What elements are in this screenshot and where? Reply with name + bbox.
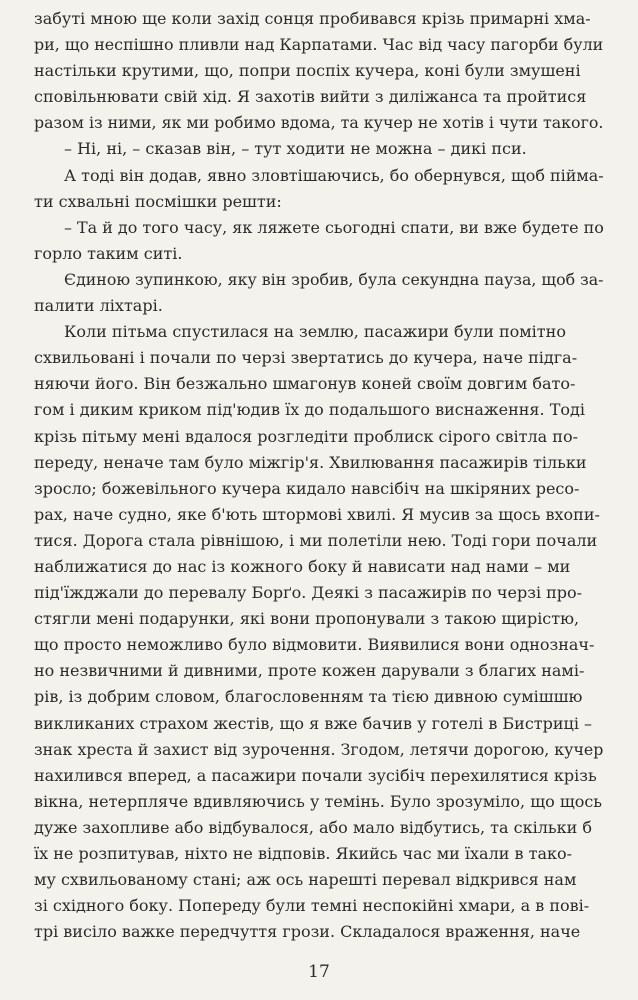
text-line: під'їжджали до перевалу Борґо. Деякі з пасажирів по черзі про- (34, 583, 583, 603)
text-line: сповільнювати свій хід. Я захотів вийти з диліжанса та пройтися (34, 87, 587, 107)
text-line: горло таким ситі. (34, 243, 183, 263)
text-line: викликаних страхом жестів, що я вже бачив у готелі в Бистриці – (34, 713, 593, 733)
text-line: переду, неначе там було міжгір'я. Хвилювання пасажирів тільки (34, 452, 587, 472)
text-line: трі висіло важке передчуття грози. Складалося враження, наче (34, 922, 581, 942)
text-line: зі східного боку. Попереду були темні неспокійні хмари, а в пові- (34, 896, 590, 916)
text-line: дуже захопливе або відбувалося, або мало відбутись, та скільки б (34, 817, 592, 837)
text-line: гом і диким криком під'юдив їх до подальшого виснаження. Тоді (34, 400, 585, 420)
text-line: А тоді він додав, явно зловтішаючись, бо обернувся, щоб пійма- (64, 165, 604, 185)
text-line: схвильовані і почали по черзі звертатись до кучера, наче підга- (34, 348, 578, 368)
text-line: забуті мною ще коли захід сонця пробивався крізь примарні хма- (34, 9, 591, 28)
text-line: ти схвальні посмішки решти: (34, 191, 282, 211)
text-line: рів, із добрим словом, благословенням та тією дивною сумішшю (34, 687, 583, 707)
text-line: крізь пітьму мені вдалося розгледіти проблиск сірого світла по- (34, 426, 579, 446)
text-line: стягли мені подарунки, які вони пропонували з такою щирістю, (34, 609, 580, 629)
text-line: но незвичними й дивними, проте кожен дарували з благих намі- (34, 661, 585, 681)
text-line: палити ліхтарі. (34, 296, 163, 316)
paragraph (34, 215, 604, 267)
text-line: зросло; божевільного кучера кидало навсібіч на шкіряних ресо- (34, 478, 580, 498)
paragraph (34, 136, 604, 162)
paragraph (34, 6, 604, 136)
body-text (34, 6, 604, 945)
text-line: – Ні, ні, – сказав він, – тут ходити не можна – дикі пси. (64, 139, 527, 159)
text-line: няючи його. Він безжально шмагонув коней своїм довгим бато- (34, 374, 576, 394)
text-line: тися. Дорога стала рівнішою, і ми полетіли нею. Тоді гори почали (34, 530, 598, 550)
paragraph (34, 319, 604, 945)
text-line: їх не розпитував, ніхто не відповів. Якийсь час ми їхали в тако- (34, 844, 573, 863)
text-line: Єдиною зупинкою, яку він зробив, була секундна пауза, щоб за- (64, 269, 604, 289)
text-line: разом із ними, як ми робимо вдома, та кучер не хотів і чути такого. (34, 113, 604, 133)
page-number: 17 (308, 962, 330, 982)
paragraph (34, 163, 604, 215)
text-line: що просто неможливо було відмовити. Виявилися вони однознач- (34, 635, 595, 655)
text-line: знак хреста й захист від зурочення. Згодом, летячи дорогою, кучер (34, 739, 604, 759)
text-line: – Та й до того часу, як ляжете сьогодні спати, ви вже будете по (64, 217, 604, 237)
text-line: вікна, нетерпляче вдивляючись у темінь. Було зрозуміло, що щось (34, 791, 602, 811)
text-line: рах, наче судно, яке б'ють штормові хвилі. Я мусив за щось вхопи- (34, 504, 600, 524)
text-line: нахилився вперед, а пасажири почали зусібіч перехилятися крізь (34, 765, 597, 785)
text-line: настільки крутими, що, попри поспіх кучера, коні були змушені (34, 61, 581, 81)
text-line: наближатися до нас із кожного боку й нависати над нами – ми (34, 556, 571, 576)
text-line: Коли пітьма спустилася на землю, пасажири були помітно (64, 322, 566, 342)
text-line: ри, що неспішно пливли над Карпатами. Час від часу пагорби були (34, 35, 604, 55)
paragraph (34, 267, 604, 319)
text-line: му схвильованому стані; аж ось нарешті перевал відкрився нам (34, 870, 577, 890)
